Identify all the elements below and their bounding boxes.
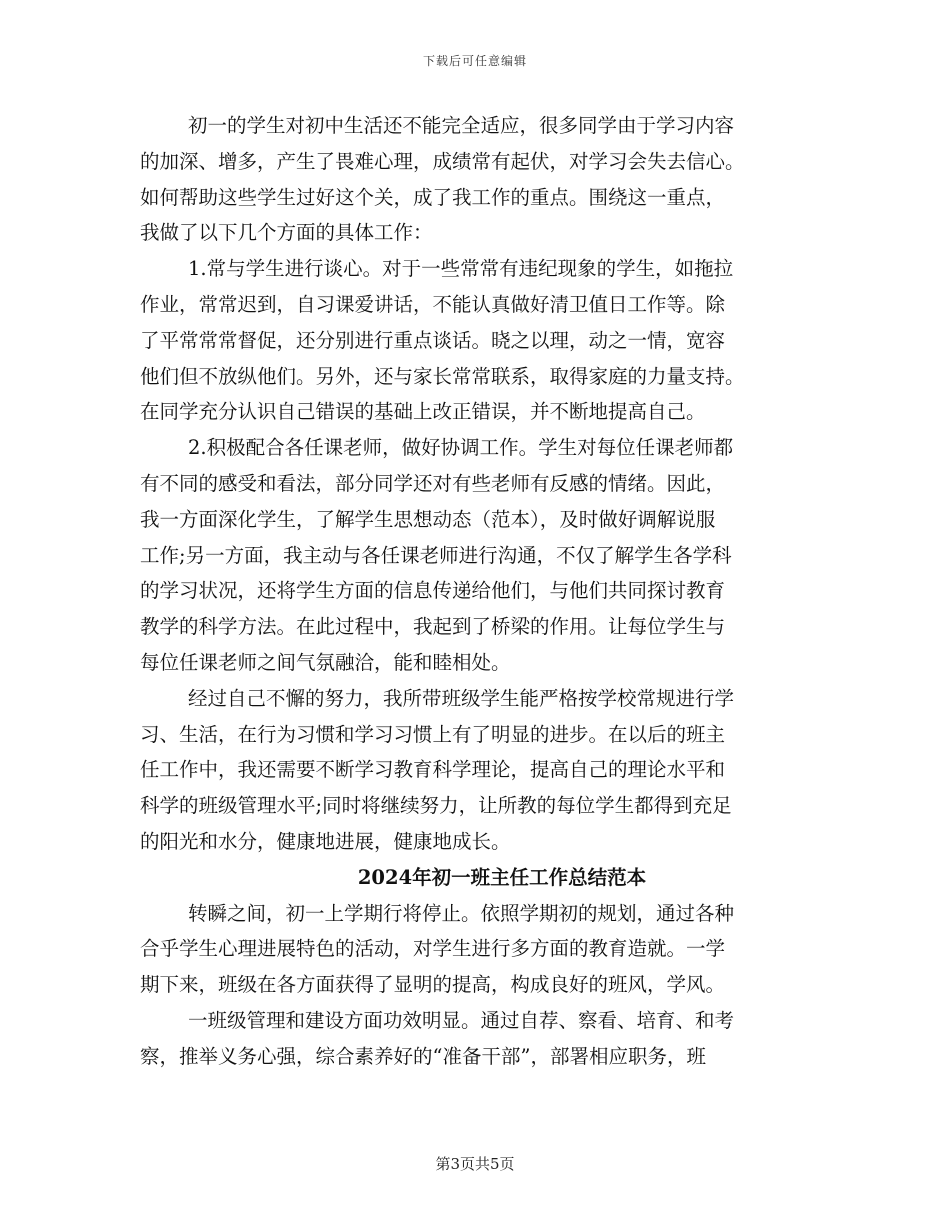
paragraph-line: 经过自己不懈的努力，我所带班级学生能严格按学校常规进行学 [188, 686, 735, 710]
paragraph-line: 了平常常常督促，还分别进行重点谈话。晓之以理，动之一情，宽容 [140, 328, 726, 352]
paragraph-line: 期下来，班级在各方面获得了显明的提高，构成良好的班风，学风。 [140, 973, 726, 997]
section-title: 2024年初一班主任工作总结范本 [357, 865, 647, 889]
page-footer: 第3页共5页 [435, 1155, 515, 1173]
paragraph-line: 的加深、增多，产生了畏难心理，成绩常有起伏，对学习会失去信心。 [140, 149, 745, 173]
paragraph-line: 每位任课老师之间气氛融洽，能和睦相处。 [140, 650, 511, 674]
paragraph-line: 察，推举义务心强，综合素养好的“准备干部”，部署相应职务，班 [140, 1044, 706, 1068]
paragraph-line: 任工作中，我还需要不断学习教育科学理论，提高自己的理论水平和 [140, 758, 726, 782]
document-body [140, 108, 816, 1075]
header-note: 下载后可任意编辑 [422, 54, 527, 68]
paragraph-line: 初一的学生对初中生活还不能完全适应，很多同学由于学习内容 [188, 114, 735, 137]
paragraph-line: 2.积极配合各任课老师，做好协调工作。学生对每位任课老师都 [188, 436, 734, 460]
paragraph-line: 教学的科学方法。在此过程中，我起到了桥梁的作用。让每位学生与 [140, 615, 726, 639]
paragraph-line: 作业，常常迟到，自习课爱讲话，不能认真做好清卫值日工作等。除 [140, 292, 726, 316]
paragraph-line: 在同学充分认识自己错误的基础上改正错误，并不断地提高自己。 [140, 400, 706, 424]
paragraph-line: 科学的班级管理水平;同时将继续努力，让所教的每位学生都得到充足 [140, 794, 732, 818]
paragraph-line: 他们但不放纵他们。另外，还与家长常常联系，取得家庭的力量支持。 [140, 364, 745, 388]
paragraph-line: 合乎学生心理进展特色的活动，对学生进行多方面的教育造就。一学 [140, 937, 726, 961]
paragraph-line: 我做了以下几个方面的具体工作： [140, 221, 433, 245]
paragraph-line: 有不同的感受和看法，部分同学还对有些老师有反感的情绪。因此， [140, 471, 726, 495]
paragraph-line: 工作;另一方面，我主动与各任课老师进行沟通，不仅了解学生各学科 [140, 543, 732, 567]
paragraph-line: 习、生活，在行为习惯和学习习惯上有了明显的进步。在以后的班主 [140, 722, 726, 746]
paragraph-line: 的阳光和水分，健康地进展，健康地成长。 [140, 829, 511, 853]
paragraph-line: 的学习状况，还将学生方面的信息传递给他们，与他们共同探讨教育 [140, 579, 726, 603]
paragraph-line: 转瞬之间，初一上学期行将停止。依照学期初的规划，通过各种 [188, 901, 735, 925]
paragraph-line: 如何帮助这些学生过好这个关，成了我工作的重点。围绕这一重点， [140, 185, 726, 209]
paragraph-line: 一班级管理和建设方面功效明显。通过自荐、察看、培育、和考 [188, 1008, 735, 1032]
paragraph-line: 我一方面深化学生，了解学生思想动态（范本），及时做好调解说服 [140, 507, 716, 531]
paragraph-line: 1.常与学生进行谈心。对于一些常常有违纪现象的学生，如拖拉 [188, 257, 734, 281]
